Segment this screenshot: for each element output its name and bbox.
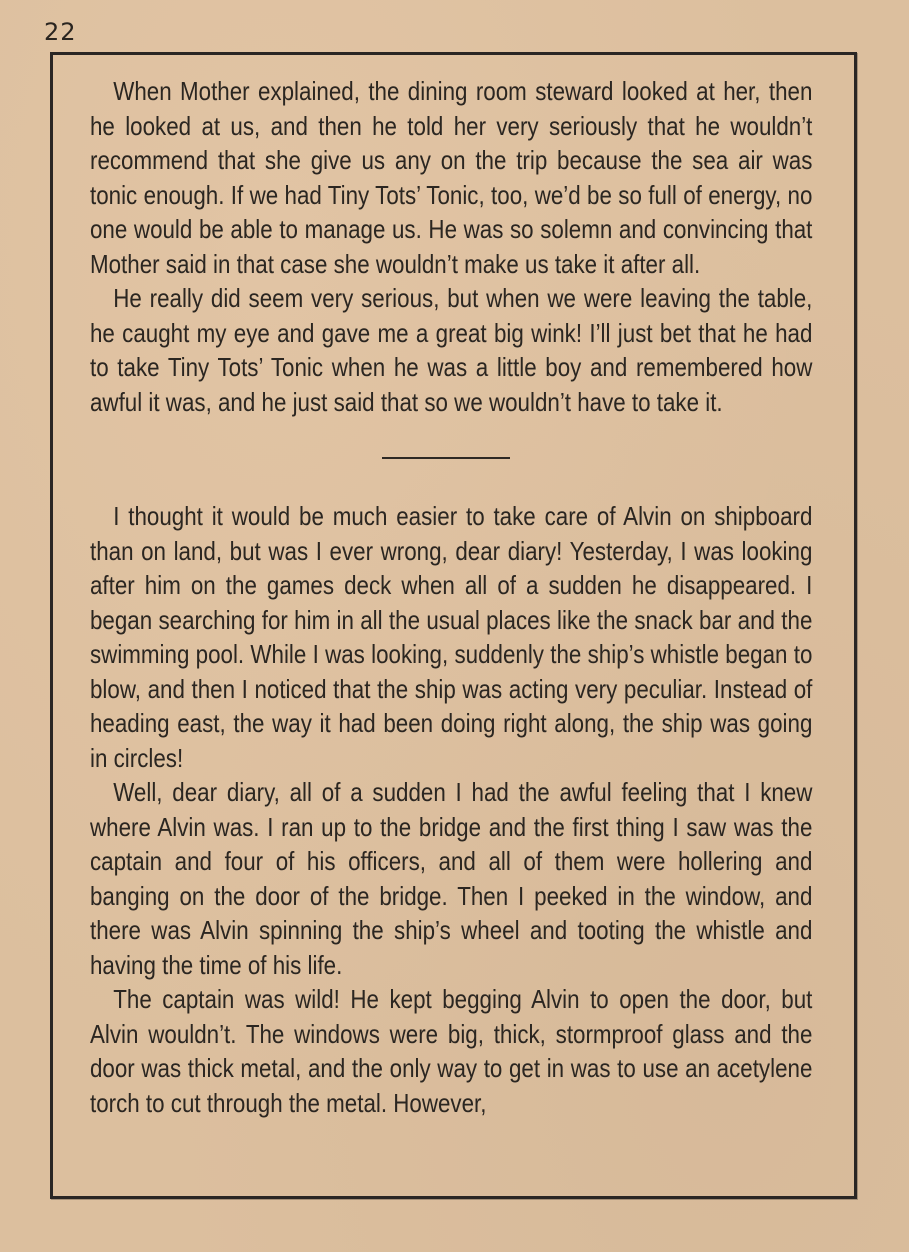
paragraph: I thought it would be much easier to take care of Alvin on shipboard than on land, but was I ever wrong, dear diary! Yesterday, I was looking after him on the games deck when all of a sudden he disappeared. I began searching for him in all the usual places like the snack bar and the swimming pool. While I was looking, suddenly the ship’s whistle began to blow, and then I noticed that the ship was acting very peculiar. Instead of heading east, the way it had been doing right along, the ship was going in circles! — [90, 501, 813, 773]
section-divider — [382, 457, 510, 459]
paragraph: The captain was wild! He kept begging Alvin to open the door, but Alvin wouldn’t. The windows were big, thick, stormproof glass and the door was thick metal, and the only way to get in was to use an acetylene torch to cut through the metal. However, — [90, 984, 813, 1118]
paragraph: Well, dear diary, all of a sudden I had the awful feeling that I knew where Alvin was. I ran up to the bridge and the first thing I saw was the captain and four of his officers, and all of them were hollering and banging on the door of the bridge. Then I peeked in the window, and there was Alvin spinning the ship’s wheel and tooting the whistle and having the time of his life. — [90, 777, 813, 980]
paragraph: When Mother explained, the dining room steward looked at her, then he looked at us, and then he told her very seriously that he wouldn’t recommend that she give us any on the trip because the sea air was tonic enough. If we had Tiny Tots’ Tonic, too, we’d be so full of energy, no one would be able to manage us. He was so solemn and convincing that Mother said in that case she wouldn’t make us take it after all. — [90, 76, 813, 279]
page-number: 22 — [44, 18, 77, 46]
paragraph: He really did seem very serious, but when we were leaving the table, he caught my eye and gave me a great big wink! I’ll just bet that he had to take Tiny Tots’ Tonic when he was a little boy and remembered how awful it was, and he just said that so we wouldn’t have to take it. — [90, 283, 813, 417]
page-body — [90, 74, 812, 1120]
section-break — [90, 419, 812, 499]
